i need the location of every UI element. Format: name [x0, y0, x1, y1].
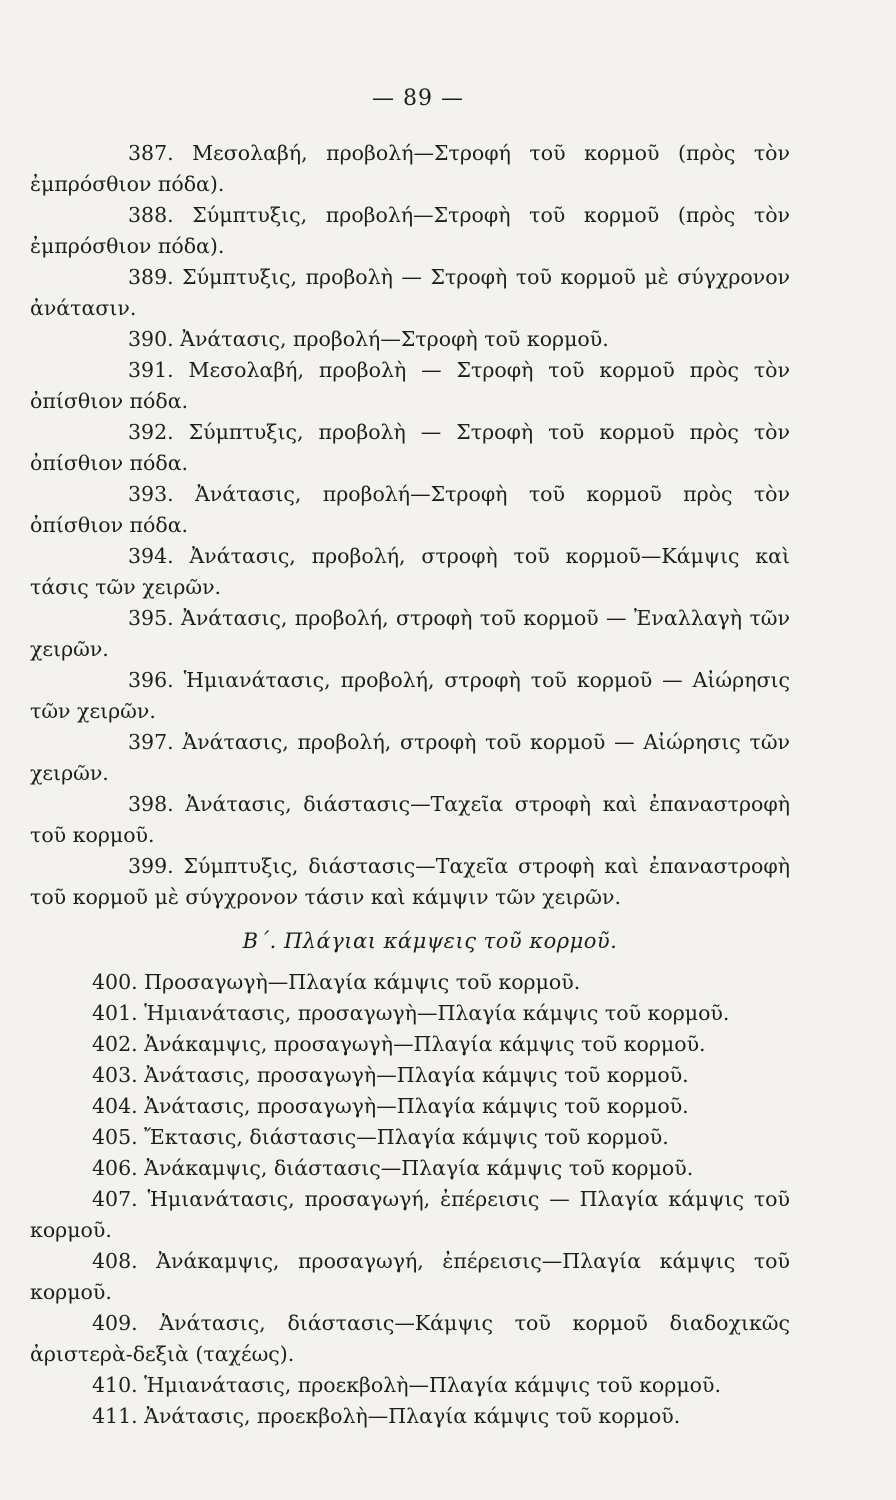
- exercise-entry-400: 400. Προσαγωγὴ—Πλαγία κάμψις τοῦ κορμοῦ.: [92, 970, 581, 994]
- exercise-entry-407: 407. Ἡμιανάτασις, προσαγωγή, ἐπέρεισις — Πλαγία κάμψις τοῦ κορμοῦ.: [30, 1187, 790, 1242]
- section-heading: Β΄. Πλάγιαι κάμψεις τοῦ κορμοῦ.: [242, 929, 618, 953]
- exercise-entry-392: 392. Σύμπτυξις, προβολὴ — Στροφὴ τοῦ κορμοῦ πρὸς τὸν ὀπίσθιον πόδα.: [30, 420, 790, 475]
- exercise-entry-395: 395. Ἀνάτασις, προβολή, στροφὴ τοῦ κορμοῦ — Ἐναλλαγὴ τῶν χειρῶν.: [30, 606, 790, 661]
- exercise-entry-396: 396. Ἡμιανάτασις, προβολή, στροφὴ τοῦ κορμοῦ — Αἰώρησις τῶν χειρῶν.: [30, 668, 790, 723]
- exercise-entry-404: 404. Ἀνάτασις, προσαγωγὴ—Πλαγία κάμψις τοῦ κορμοῦ.: [92, 1094, 689, 1118]
- exercise-entry-410: 410. Ἡμιανάτασις, προεκβολὴ—Πλαγία κάμψις τοῦ κορμοῦ.: [92, 1373, 721, 1397]
- exercise-entry-393: 393. Ἀνάτασις, προβολή—Στροφὴ τοῦ κορμοῦ πρὸς τὸν ὀπίσθιον πόδα.: [30, 482, 790, 537]
- exercise-entry-408: 408. Ἀνάκαμψις, προσαγωγή, ἐπέρεισις—Πλαγία κάμψις τοῦ κορμοῦ.: [30, 1249, 790, 1304]
- exercise-entry-391: 391. Μεσολαβή, προβολὴ — Στροφὴ τοῦ κορμοῦ πρὸς τὸν ὀπίσθιον πόδα.: [30, 358, 790, 413]
- exercise-entry-409: 409. Ἀνάτασις, διάστασις—Κάμψις τοῦ κορμοῦ διαδοχικῶς ἀριστερὰ-δεξιὰ (ταχέως).: [30, 1311, 790, 1366]
- page-number: — 89 —: [372, 86, 464, 111]
- exercise-entry-399: 399. Σύμπτυξις, διάστασις—Ταχεῖα στροφὴ καὶ ἐπαναστροφὴ τοῦ κορμοῦ μὲ σύγχρονον τάσιν καὶ κάμψιν τῶν χειρῶν.: [30, 854, 790, 909]
- exercise-list: [30, 138, 790, 1432]
- exercise-entry-402: 402. Ἀνάκαμψις, προσαγωγὴ—Πλαγία κάμψις τοῦ κορμοῦ.: [92, 1032, 706, 1056]
- exercise-entry-411: 411. Ἀνάτασις, προεκβολὴ—Πλαγία κάμψις τοῦ κορμοῦ.: [92, 1404, 681, 1428]
- exercise-entry-405: 405. Ἔκτασις, διάστασις—Πλαγία κάμψις τοῦ κορμοῦ.: [92, 1125, 669, 1149]
- exercise-entry-390: 390. Ἀνάτασις, προβολή—Στροφὴ τοῦ κορμοῦ.: [128, 327, 609, 351]
- exercise-entry-397: 397. Ἀνάτασις, προβολή, στροφὴ τοῦ κορμοῦ — Αἰώρησις τῶν χειρῶν.: [30, 730, 790, 785]
- exercise-entry-398: 398. Ἀνάτασις, διάστασις—Ταχεῖα στροφὴ καὶ ἐπαναστροφὴ τοῦ κορμοῦ.: [30, 792, 790, 847]
- exercise-entry-394: 394. Ἀνάτασις, προβολή, στροφὴ τοῦ κορμοῦ—Κάμψις καὶ τάσις τῶν χειρῶν.: [30, 544, 790, 599]
- exercise-entry-387: 387. Μεσολαβή, προβολή—Στροφή τοῦ κορμοῦ (πρὸς τὸν ἐμπρόσθιον πόδα).: [30, 141, 790, 196]
- exercise-entry-406: 406. Ἀνάκαμψις, διάστασις—Πλαγία κάμψις τοῦ κορμοῦ.: [92, 1156, 694, 1180]
- exercise-entry-388: 388. Σύμπτυξις, προβολή—Στροφὴ τοῦ κορμοῦ (πρὸς τὸν ἐμπρόσθιον πόδα).: [30, 203, 790, 258]
- exercise-entry-403: 403. Ἀνάτασις, προσαγωγὴ—Πλαγία κάμψις τοῦ κορμοῦ.: [92, 1063, 689, 1087]
- exercise-entry-401: 401. Ἡμιανάτασις, προσαγωγὴ—Πλαγία κάμψις τοῦ κορμοῦ.: [92, 1001, 730, 1025]
- exercise-entry-389: 389. Σύμπτυξις, προβολὴ — Στροφὴ τοῦ κορμοῦ μὲ σύγχρονον ἀνάτασιν.: [30, 265, 790, 320]
